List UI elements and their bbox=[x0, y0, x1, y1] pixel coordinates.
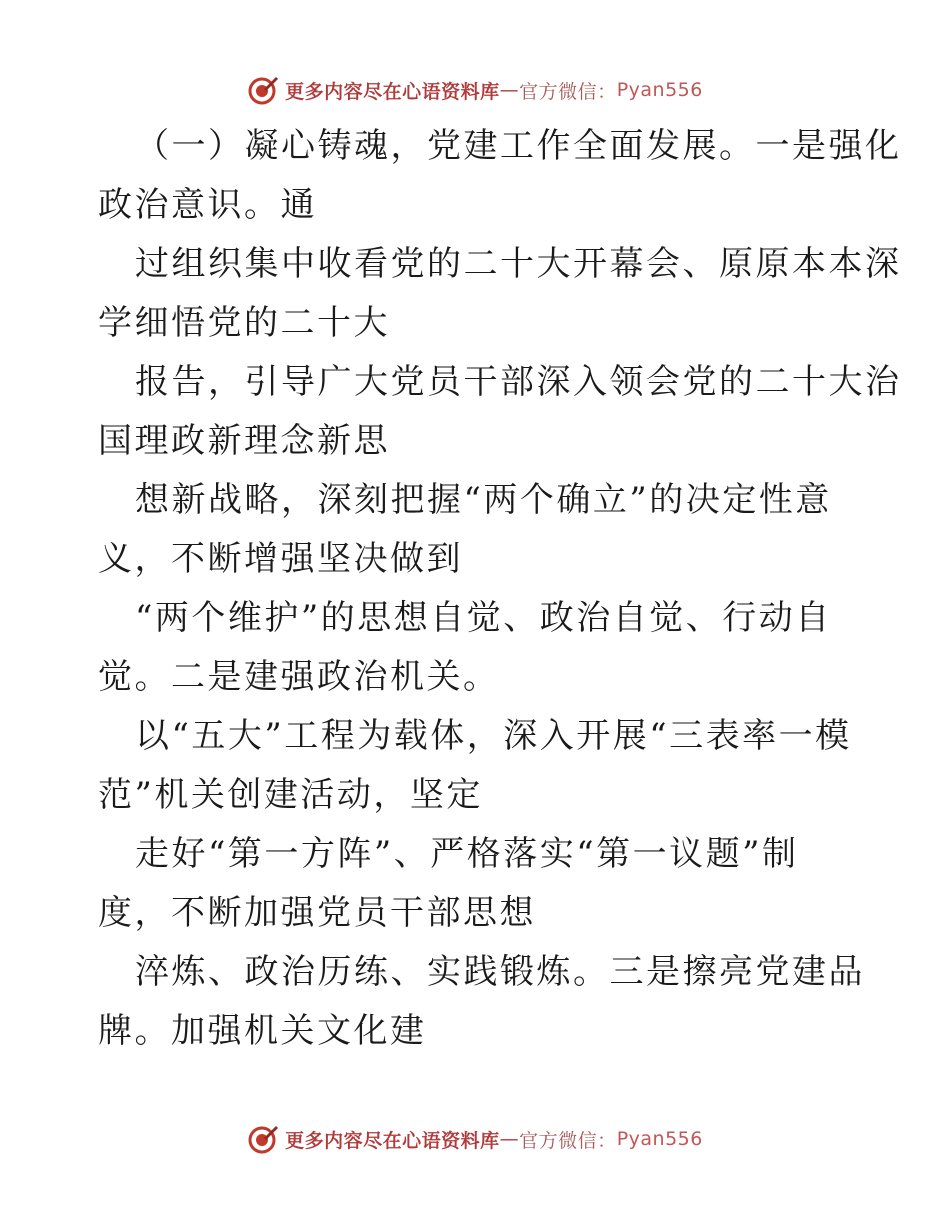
header-wechat-label: 官方微信： bbox=[519, 80, 617, 103]
header-banner bbox=[0, 70, 950, 110]
pen-logo-icon bbox=[247, 1123, 279, 1155]
document-body bbox=[98, 117, 902, 1061]
header-separator: — bbox=[499, 79, 520, 101]
body-line: 过组织集中收看党的二十大开幕会、原原本本深 bbox=[135, 244, 902, 284]
footer-wechat-label: 官方微信： bbox=[519, 1129, 617, 1152]
body-line: 义，不断增强坚决做到 bbox=[98, 539, 463, 579]
body-line: 淬炼、政治历练、实践锻炼。三是擦亮党建品 bbox=[135, 952, 865, 992]
body-line: 觉。二是建强政治机关。 bbox=[98, 657, 500, 697]
body-line: （一）凝心铸魂，党建工作全面发展。一是强化 bbox=[135, 126, 902, 166]
body-line: “两个维护”的思想自觉、政治自觉、行动自 bbox=[135, 598, 832, 638]
body-line: 政治意识。通 bbox=[98, 185, 317, 225]
footer-wechat-id: Pyan556 bbox=[616, 1128, 703, 1150]
body-line: 想新战略，深刻把握“两个确立”的决定性意 bbox=[135, 480, 832, 520]
footer-separator: — bbox=[499, 1128, 520, 1150]
footer-banner bbox=[0, 1119, 950, 1159]
body-line: 学细悟党的二十大 bbox=[98, 303, 390, 343]
body-line: 牌。加强机关文化建 bbox=[98, 1011, 427, 1051]
body-line: 报告，引导广大党员干部深入领会党的二十大治 bbox=[135, 362, 902, 402]
header-brand-text: 更多内容尽在心语资料库 bbox=[285, 80, 500, 103]
body-line: 国理政新理念新思 bbox=[98, 421, 390, 461]
pen-logo-icon bbox=[247, 74, 279, 106]
body-line: 范”机关创建活动，坚定 bbox=[98, 775, 483, 815]
body-line: 走好“第一方阵”、严格落实“第一议题”制 bbox=[135, 834, 799, 874]
body-line: 度，不断加强党员干部思想 bbox=[98, 893, 536, 933]
body-line: 以“五大”工程为载体，深入开展“三表率一模 bbox=[135, 716, 852, 756]
header-wechat-id: Pyan556 bbox=[616, 79, 703, 101]
footer-brand-text: 更多内容尽在心语资料库 bbox=[285, 1129, 500, 1152]
